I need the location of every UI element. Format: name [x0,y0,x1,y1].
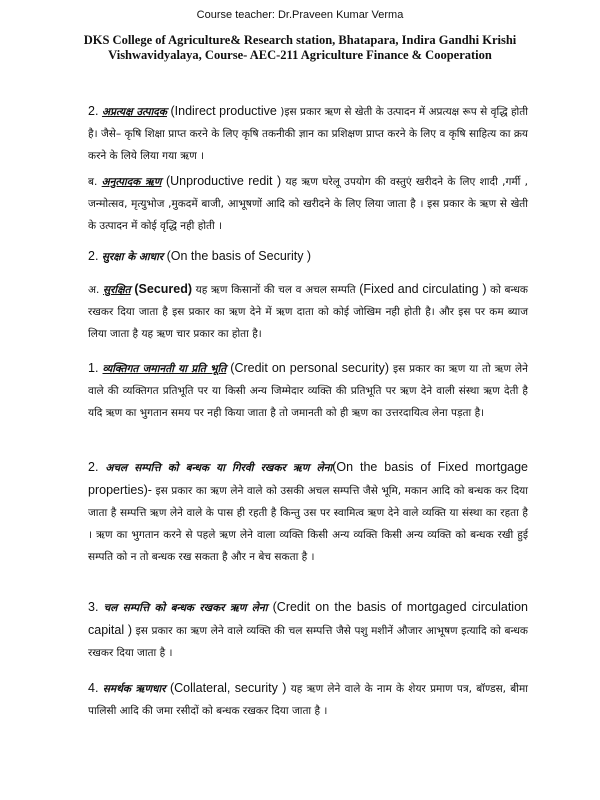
body-text: इस प्रकार का ऋण लेने वाले व्यक्ति की चल सम्पत्ति जैसे पशु मशीनें औजार आभूषण इत्यादि को बन्धक रखकर दिया जाता है । [88,625,528,659]
course-teacher: Course teacher: Dr.Praveen Kumar Verma [196,9,404,21]
heading-circulation-capital: चल सम्पत्ति को बन्धक रखकर ऋण लेना [103,602,268,614]
heading-security-basis: सुरक्षा के आधार [101,251,164,263]
college-title-line1: DKS College of Agriculture& Research station, Bhatapara, Indira Gandhi Krishi [83,33,517,47]
heading-collateral: समर्थक ऋणधार [102,683,166,695]
paragraph-secured [88,278,528,345]
english-term: (On the basis of Security ) [163,249,312,263]
english-term: (On the basis of Fixed mortgage properties)- [88,460,528,497]
item-number: 1. [88,361,103,375]
item-number: ब. [88,176,102,188]
body-text: यह ऋण घरेलू उपयोग की वस्तुएं खरीदने के लिए शादी ,गर्मी , जन्मोत्सव, मृत्युभोज ,मुकदमें बाजी, आभूषणों आदि को खरीदने के लिए लिया जाता है । इस प्रकार के ऋण से खेती के उत्पादन में कोई वृद्धि नही होती । [88,176,529,232]
english-term: (Credit on the basis of mortgaged circulation capital ) [88,600,528,637]
paragraph-personal-security [88,357,528,424]
english-term: (Secured) [130,282,193,296]
item-number: 2. [88,104,102,118]
college-title-line2: Vishwavidyalaya, Course- AEC-211 Agriculture Finance & Cooperation [108,48,492,62]
body-text: इस प्रकार का ऋण लेने वाले को उसकी अचल सम्पत्ति जैसे भूमि, मकान आदि को बन्धक कर दिया जाता है सम्पत्ति ऋण लेने वाले के पास ही रहती है किन्तु उस पर स्वामित्व ऋण देने वाले व्यक्ति या संस्था का रहता है । ऋण का भुगतान करने से पहले ऋण लेने वाला व्यक्ति किसी अन्य व्यक्ति किसी अन्य व्यक्ति को बन्धक रखी हुई सम्पति को न तो बन्धक रख सकता है और न बेच सकता है । [88,485,528,563]
heading-fixed-mortgage: अचल सम्पत्ति को बन्धक या गिरवी रखकर ऋण लेना [105,462,333,474]
paragraph-fixed-mortgage [88,456,528,568]
english-term: (Unproductive redit ) [161,174,282,188]
heading-secured: सुरक्षित [102,284,131,296]
english-term-fixed-circulating: (Fixed and circulating ) [359,282,487,296]
heading-unproductive: अनुत्पादक ऋण [101,176,162,188]
english-term: (Indirect productive [166,104,277,118]
item-number: अ. [88,284,103,296]
heading-personal-security: व्यक्तिगत जमानती या प्रति भूति [102,363,227,375]
body-text: )इस प्रकार ऋण से खेती के उत्पादन में अप्रत्यक्ष रूप से वृद्धि होती है। जैसे– कृषि शिक्षा प्राप्त करने के लिए कृषि तकनीकी ज्ञान का प्रशिक्षण प्राप्त करने के लिए व कृषि साहित्य का क्रय करने के लिये लिया गया ऋण । [88,106,528,162]
english-term: (Credit on personal security) [226,361,390,375]
item-number: 4. [88,681,103,695]
item-number: 2. [88,249,102,263]
heading-indirect-productive: अप्रत्यक्ष उत्पादक [101,106,167,118]
paragraph-unproductive [88,170,528,237]
college-title [60,33,540,63]
paragraph-collateral [88,677,528,722]
item-number: 3. [88,600,104,614]
paragraph-circulation-capital [88,596,528,664]
body-text: को बन्धक रखकर दिया जाता है इस प्रकार का ऋण देने में ऋण दाता को कोई जोखिम नही होती है। और इस पर कम ब्याज लिया जाता है यह ऋण चार प्रकार का होता है। [88,284,528,340]
paragraph-security-basis [88,245,528,268]
english-term: (Collateral, security ) [165,681,287,695]
body-text: यह ऋण किसानों की चल व अचल सम्पति [192,284,360,296]
paragraph-indirect-productive [88,100,528,167]
body-text: यह ऋण लेने वाले के नाम के शेयर प्रमाण पत्र, बॉण्डस, बीमा पालिसी आदि की जमा रसीदों को बन्धक रखकर दिया जाता है । [88,683,528,717]
body-text: इस प्रकार का ऋण या तो ऋण लेने वाले की व्यक्तिगत प्रतिभूति पर या किसी अन्य जिम्मेदार व्यक्ति की प्रतिभूति पर ऋण देने वाली संस्था ऋण देती है यदि ऋण का भुगतान समय पर नही किया जाता है तो जमानती को ही ऋण का उत्तरदायित्व लेना पड़ता है। [88,363,528,419]
item-number: 2. [88,460,106,474]
